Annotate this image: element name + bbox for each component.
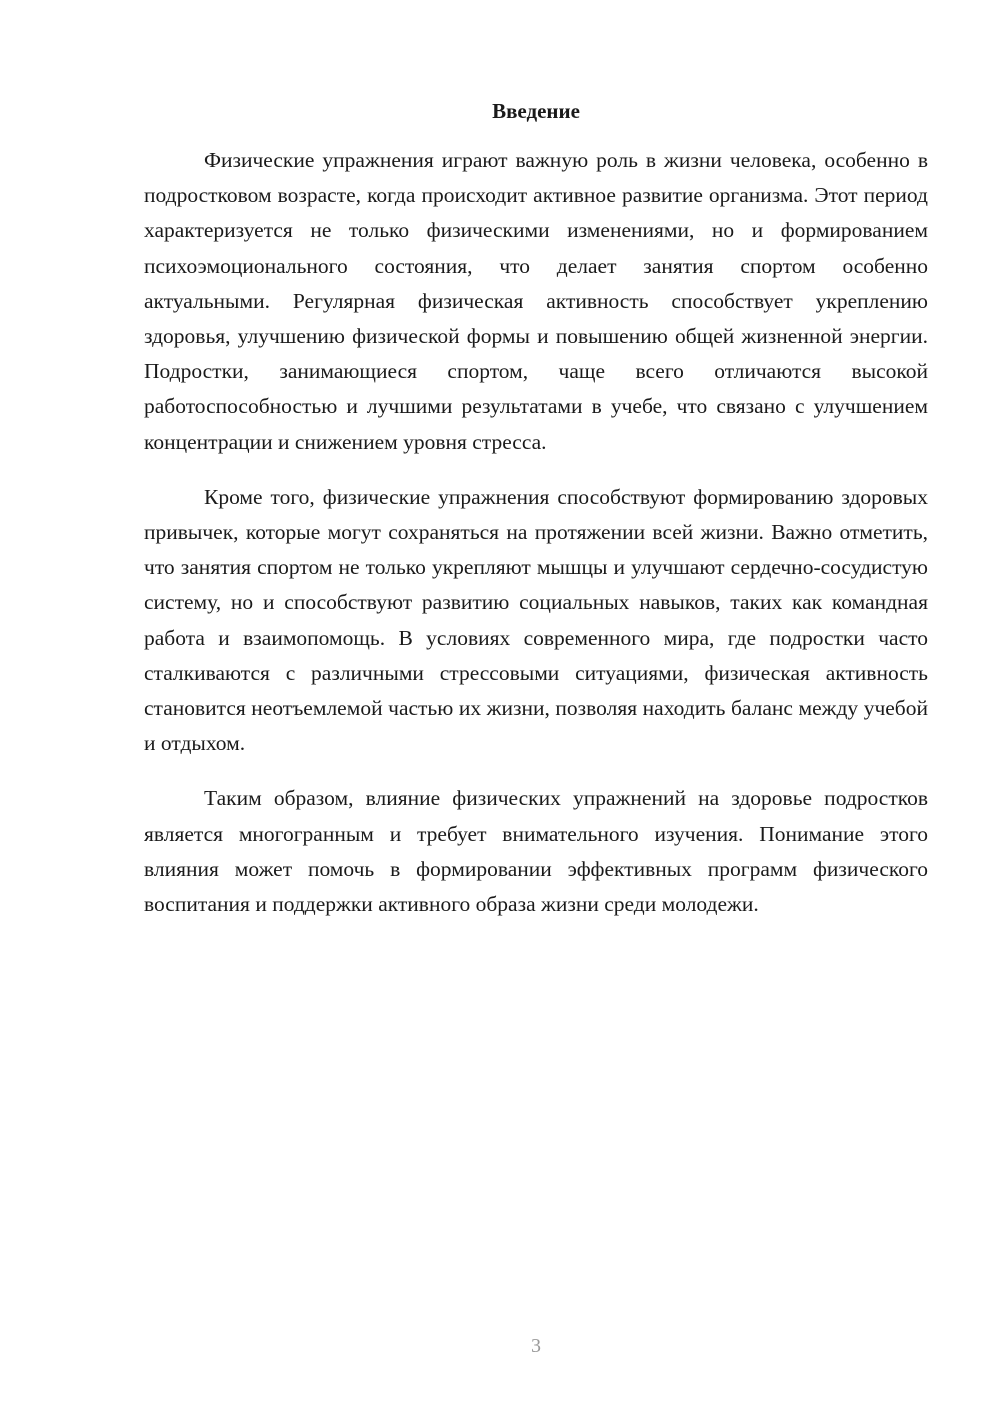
body-text [144,143,928,922]
paragraph-2: Кроме того, физические упражнения способствуют формированию здоровых привычек, которые могут сохраняться на протяжении всей жизни. Важно отметить, что занятия спортом не только укрепляют мышцы и улучшают сердечно-сосудистую систему, но и способствуют развитию социальных навыков, таких как командная работа и взаимопомощь. В условиях современного мира, где подростки часто сталкиваются с различными стрессовыми ситуациями, физическая активность становится неотъемлемой частью их жизни, позволяя находить баланс между учебой и отдыхом. [144,484,928,756]
paragraph-1: Физические упражнения играют важную роль в жизни человека, особенно в подростковом возрасте, когда происходит активное развитие организма. Этот период характеризуется не только физическими изменениями, но и формированием психоэмоционального состояния, что делает занятия спортом особенно актуальными. Регулярная физическая активность способствует укреплению здоровья, улучшению физической формы и повышению общей жизненной энергии. Подростки, занимающиеся спортом, чаще всего отличаются высокой работоспособностью и лучшими результатами в учебе, что связано с улучшением концентрации и снижением уровня стресса. [144,148,928,454]
page-number: 3 [531,1335,541,1357]
section-heading: Введение [492,99,580,123]
paragraph-3: Таким образом, влияние физических упражнений на здоровье подростков является многогранным и требует внимательного изучения. Понимание этого влияния может помочь в формировании эффективных программ физического воспитания и поддержки активного образа жизни среди молодежи. [144,786,928,917]
